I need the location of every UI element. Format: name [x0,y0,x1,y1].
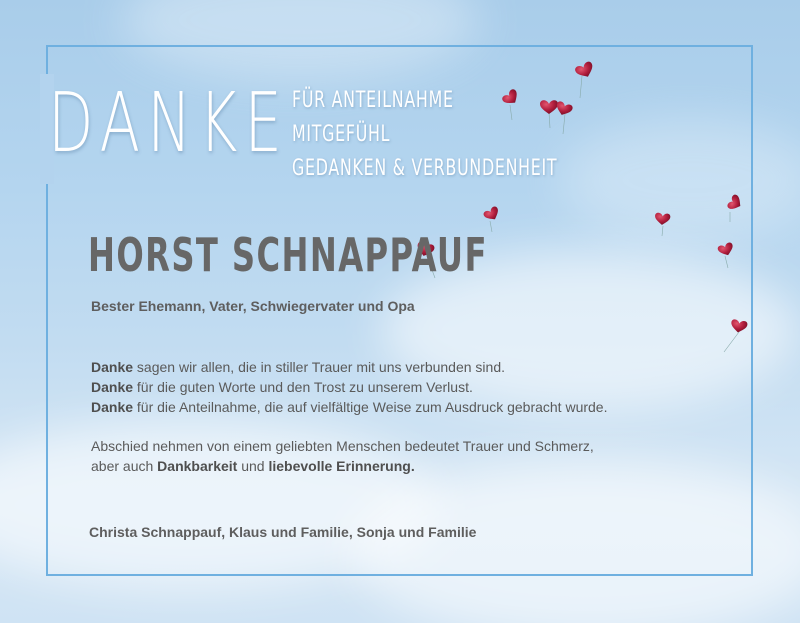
heart-balloon [554,100,573,134]
thanks-bold: Danke [91,379,134,395]
deceased-role: Bester Ehemann, Vater, Schwiegervater und Opa [91,298,415,314]
farewell-text: und [237,458,269,474]
thanks-text: für die Anteilnahme, die auf vielfältige Weise zum Ausdruck gebracht wurde. [133,399,608,415]
thanks-bold: Danke [91,359,134,375]
farewell-text: aber auch [91,458,158,474]
thanks-bold: Danke [91,399,134,415]
danke-heading: DANKE [48,76,289,171]
thanks-line [91,399,607,415]
heart-balloon [717,242,735,268]
heading-line-anteilnahme: FÜR ANTEILNAHME [292,88,454,113]
heart-balloon [574,60,596,98]
heart-balloon [724,319,748,352]
heading-line-mitgefuehl: MITGEFÜHL [292,122,391,147]
deceased-name: HORST SCHNAPPAUF [88,228,488,282]
heart-balloon [654,213,670,236]
farewell-bold-erinnerung: liebevolle Erinnerung. [268,458,415,474]
thanks-text: sagen wir allen, die in stiller Trauer mit uns verbunden sind. [133,359,505,375]
heart-balloon [726,193,744,222]
farewell-line-2 [91,458,415,474]
farewell-line-1: Abschied nehmen von einem geliebten Menschen bedeutet Trauer und Schmerz, [91,438,594,454]
thanks-line [91,359,505,375]
signature: Christa Schnappauf, Klaus und Familie, Sonja und Familie [89,524,477,540]
farewell-bold-dankbarkeit: Dankbarkeit [157,458,238,474]
heading-line-gedanken: GEDANKEN & VERBUNDENHEIT [292,156,558,181]
heart-balloon [501,88,521,120]
thanks-line [91,379,473,395]
thanks-text: für die guten Worte und den Trost zu unserem Verlust. [133,379,473,395]
heart-balloon [540,100,558,128]
